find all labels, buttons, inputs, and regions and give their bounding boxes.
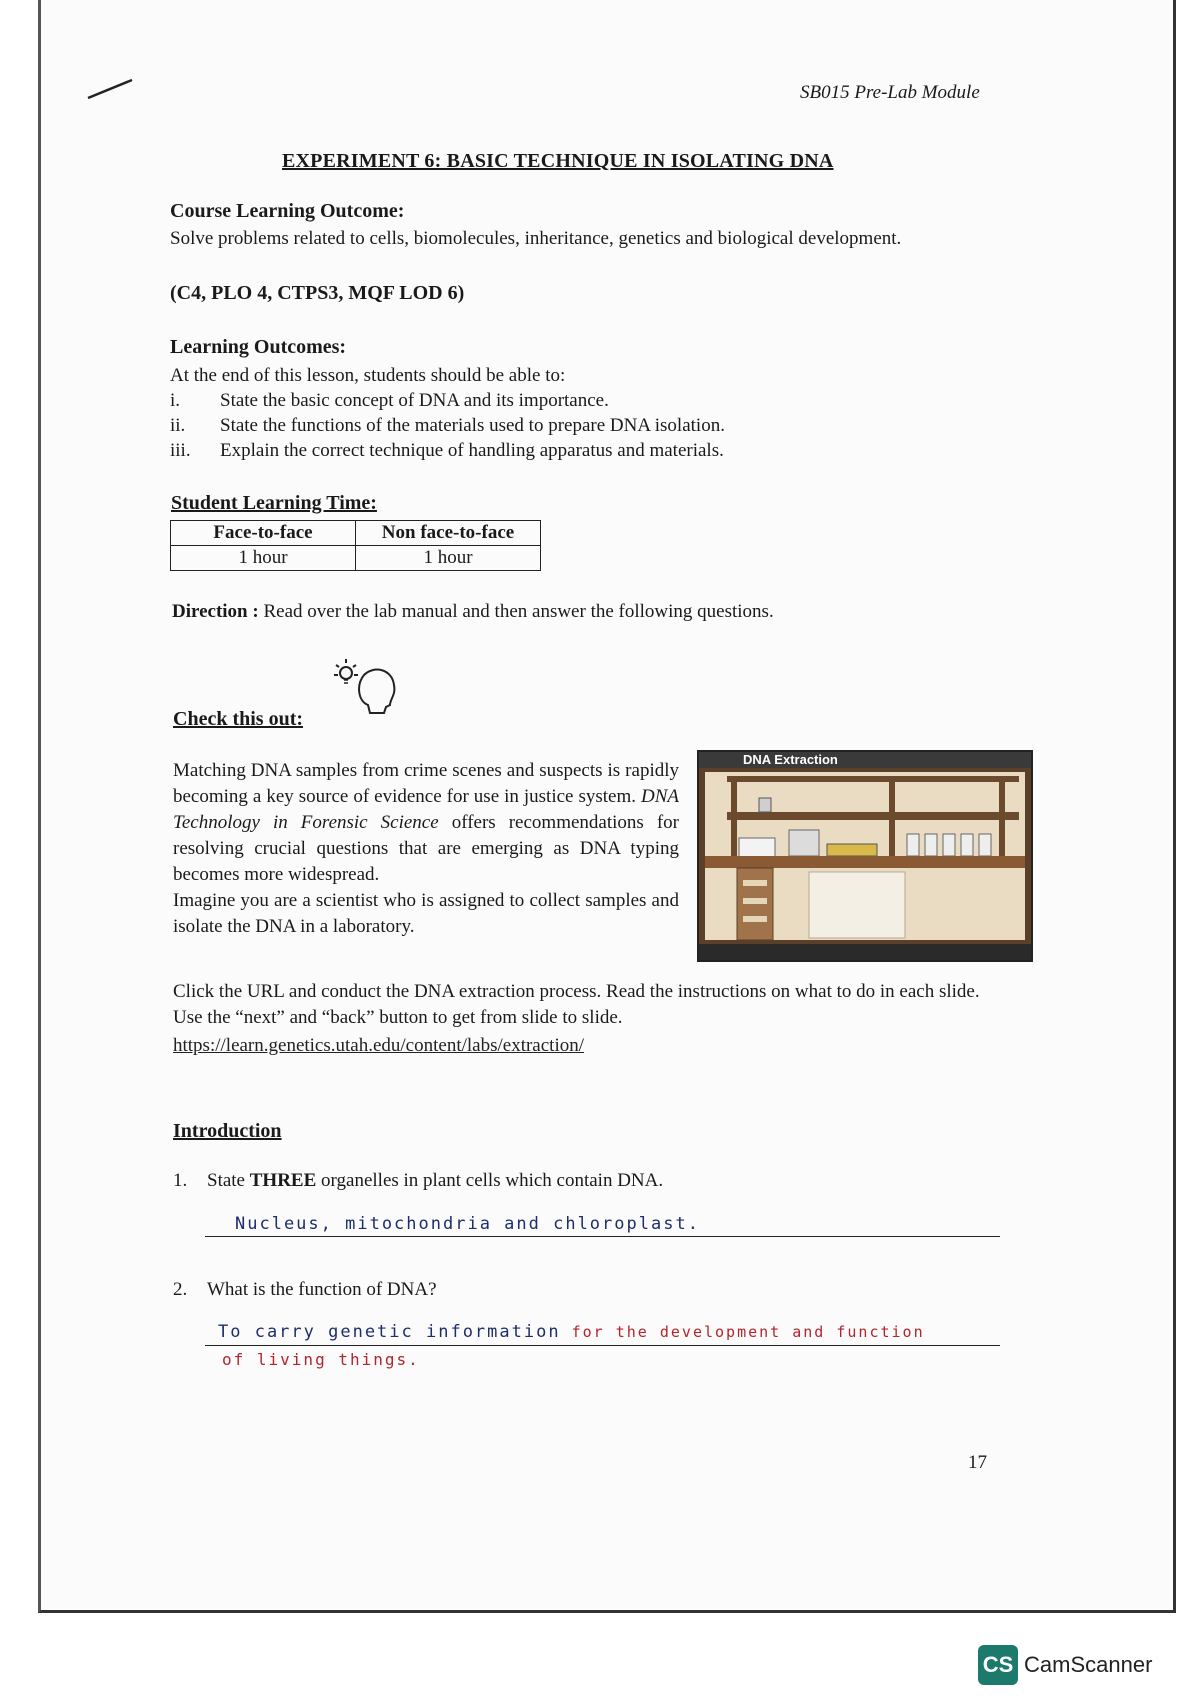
direction-text: Read over the lab manual and then answer the following questions. [258, 601, 774, 622]
camscanner-badge: CS [978, 1645, 1018, 1685]
book-title: DNA Technology in Forensic Science [173, 786, 679, 833]
camscanner-logo [978, 1645, 1152, 1685]
list-item-text: Explain the correct technique of handling apparatus and materials. [220, 440, 724, 461]
dna-extraction-screenshot [697, 750, 1033, 962]
table-cell: 1 hour [171, 546, 356, 571]
module-header: SB015 Pre-Lab Module [800, 82, 980, 103]
page-title: EXPERIMENT 6: BASIC TECHNIQUE IN ISOLATING DNA [282, 150, 834, 172]
question-number: 1. [173, 1170, 188, 1191]
check-para-2: Imagine you are a scientist who is assigned to collect samples and isolate the DNA in a laboratory. [173, 890, 679, 937]
course-outcome-text: Solve problems related to cells, biomolecules, inheritance, genetics and biological development. [170, 228, 902, 249]
answer-2-blue: To carry genetic information [218, 1322, 561, 1342]
list-item-text: State the functions of the materials used to prepare DNA isolation. [220, 415, 725, 436]
list-item [170, 388, 609, 414]
answer-2-line-1 [218, 1322, 925, 1342]
learning-outcomes-heading: Learning Outcomes: [170, 336, 347, 358]
course-outcome-codes: (C4, PLO 4, CTPS3, MQF LOD 6) [170, 282, 465, 304]
check-para-1b: offers recommendations for resolving crucial questions that are emerging as DNA typing becomes more widespread. [173, 812, 679, 885]
answer-1: Nucleus, mitochondria and chloroplast. [235, 1214, 700, 1234]
camscanner-text: CamScanner [1024, 1652, 1153, 1677]
question-number: 2. [173, 1279, 188, 1300]
table-cell: 1 hour [356, 546, 541, 571]
question-1 [173, 1168, 663, 1194]
learning-time-table [170, 520, 541, 571]
question-text-pre: State [207, 1170, 250, 1191]
extraction-url-link[interactable]: https://learn.genetics.utah.edu/content/labs/extraction/ [173, 1035, 585, 1056]
lab-bench-illustration [699, 768, 1031, 960]
question-text-bold: THREE [249, 1170, 317, 1191]
answer-line [205, 1345, 1000, 1346]
learning-outcomes-intro: At the end of this lesson, students should be able to: [170, 365, 566, 386]
dna-extraction-title: DNA Extraction [699, 752, 1031, 768]
pen-mark-icon [86, 76, 136, 102]
question-2 [173, 1277, 437, 1303]
table-header-non-face-to-face: Non face-to-face [356, 521, 541, 546]
list-item [170, 413, 725, 439]
learning-time-heading: Student Learning Time: [171, 492, 377, 514]
list-item [170, 438, 724, 464]
list-item-number: iii. [170, 440, 191, 461]
thinking-head-icon [334, 655, 400, 717]
check-para-1a: Matching DNA samples from crime scenes and suspects is rapidly becoming a key source of evidence for use in justice system. [173, 760, 679, 807]
question-text: What is the function of DNA? [207, 1279, 437, 1300]
introduction-heading: Introduction [173, 1120, 282, 1142]
answer-2-red: for the development and function [560, 1323, 925, 1341]
table-header-face-to-face: Face-to-face [171, 521, 356, 546]
check-this-out-heading: Check this out: [173, 708, 304, 730]
direction-label: Direction : [172, 601, 259, 622]
question-text-post: organelles in plant cells which contain DNA. [316, 1170, 664, 1191]
list-item-number: i. [170, 390, 181, 411]
list-item-number: ii. [170, 415, 186, 436]
direction [172, 599, 774, 625]
list-item-text: State the basic concept of DNA and its importance. [220, 390, 609, 411]
answer-line [205, 1236, 1000, 1237]
check-this-out-text [173, 758, 679, 940]
course-outcome-heading: Course Learning Outcome: [170, 200, 405, 222]
answer-2-line-2: of living things. [222, 1350, 420, 1369]
page-number: 17 [968, 1452, 987, 1473]
instructions-text: Click the URL and conduct the DNA extraction process. Read the instructions on what to do in each slide. Use the “next” and “back” button to get from slide to slide. [173, 981, 980, 1028]
